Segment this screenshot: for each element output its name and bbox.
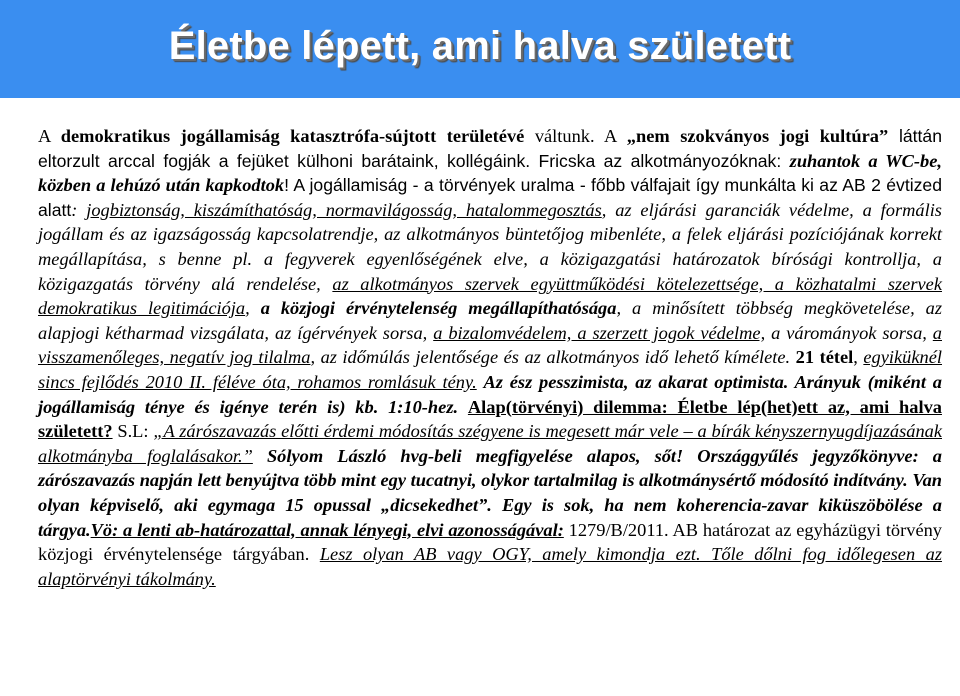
text-run: : xyxy=(71,199,87,220)
text-run: demokratikus jogállamiság katasztrófa-sújtott területévé xyxy=(60,126,525,146)
text-run: „nem szokványos jogi kultúra” xyxy=(626,126,889,146)
text-run: ! A jogállamiság - a törvények uralma - főbb válfajait így munkálta ki az AB 2 évtized alatt xyxy=(38,175,942,220)
text-run: Lesz olyan AB vagy OGY, amely kimondja ezt. Tőle dőlni fog időlegesen az alaptörvényi tákolmány. xyxy=(38,544,942,589)
text-run: , az eljárási garanciák védelme, a formális jogállam és az igazságosság kapcsolatrendje, az alkotmányos büntetőjog mibenléte, a felek eljárási pozíciójának korrekt megállapítása, s benne pl. a fegyverek egyenlőségének elve, a közigazgatási határozatok bírósági kontrollja, a közigazgatás törvény alá rendelése, xyxy=(38,199,942,294)
page-title: Életbe lépett, ami halva született xyxy=(168,24,792,68)
text-run: „A zárószavazás előtti érdemi módosítás szégyene is megesett már vele – a bírák kényszernyugdíjazásának alkotmányba foglalásakor.” xyxy=(38,421,942,466)
text-run: Az ész pesszimista, az akarat optimista. Arányuk (miként a jogállamiság ténye és igénye terén is) kb. 1:10-hez. xyxy=(38,371,942,417)
text-run: a várományok sorsa, xyxy=(765,322,933,343)
text-run: , xyxy=(245,298,261,319)
text-run: S.L: xyxy=(112,421,154,442)
text-run: 21 tétel xyxy=(795,347,854,368)
text-run: , az időmúlás jelentősége és az alkotmányos idő lehető kímélete. xyxy=(310,347,796,368)
text-run: , xyxy=(853,347,864,368)
text-run: 1279/B/2011. AB határozat az egyházügyi törvény közjogi érvénytelensége tárgyában. xyxy=(38,519,942,565)
title-banner xyxy=(0,0,960,98)
text-run: Vö: a lenti ab-határozattal, annak lényegi, elvi azonosságával: xyxy=(90,519,564,540)
text-run: láttán eltorzult arccal fogják a fejüket külhoni barátaink, kollégáink. Fricska az alkotmányozóknak: xyxy=(38,126,942,171)
text-run xyxy=(477,372,484,392)
text-run: jogbiztonság, kiszámíthatóság, normavilágosság, hatalommegosztás xyxy=(86,199,602,220)
text-run: A xyxy=(38,126,61,146)
text-run: az alkotmányos szervek együttműködési kötelezettsége, a közhatalmi szervek demokratikus legitimációja xyxy=(38,273,942,319)
text-run: a bizalomvédelem, a szerzett jogok védelme, xyxy=(433,322,766,343)
text-run: zuhantok a WC-be, közben a lehúzó után kapkodtok xyxy=(38,150,942,196)
body-paragraph xyxy=(38,124,942,591)
text-run: váltunk. A xyxy=(524,126,627,146)
text-run xyxy=(253,446,267,466)
text-run: a visszamenőleges, negatív jog tilalma xyxy=(38,322,942,368)
text-run: , a minősített többség megkövetelése, az alapjogi kétharmad vizsgálata, az ígérvények sorsa, xyxy=(38,298,942,343)
text-run: a közjogi érvénytelenség megállapíthatósága xyxy=(260,298,617,319)
text-run: Sólyom László hvg-beli megfigyelése alapos, sőt! Országgyűlés jegyzőkönyve: a zárószavazás napján lett benyújtva több mint egy tucatnyi, olykor tartalmilag is alkotmánysértő módosító indítvány. Van olyan képviselő, aki egymaga 15 opussal „dicsekedhet”. Egy is sok, ha nem koherencia-zavar kiküszöbölése a tárgya. xyxy=(38,445,943,540)
text-run xyxy=(458,397,468,417)
text-run: egyiküknél sincs fejlődés 2010 II. féléve óta, rohamos romlásuk tény. xyxy=(38,347,942,392)
text-run: Alap(törvényi) dilemma: Életbe lép(het)ett az, ami halva született? xyxy=(38,396,942,442)
